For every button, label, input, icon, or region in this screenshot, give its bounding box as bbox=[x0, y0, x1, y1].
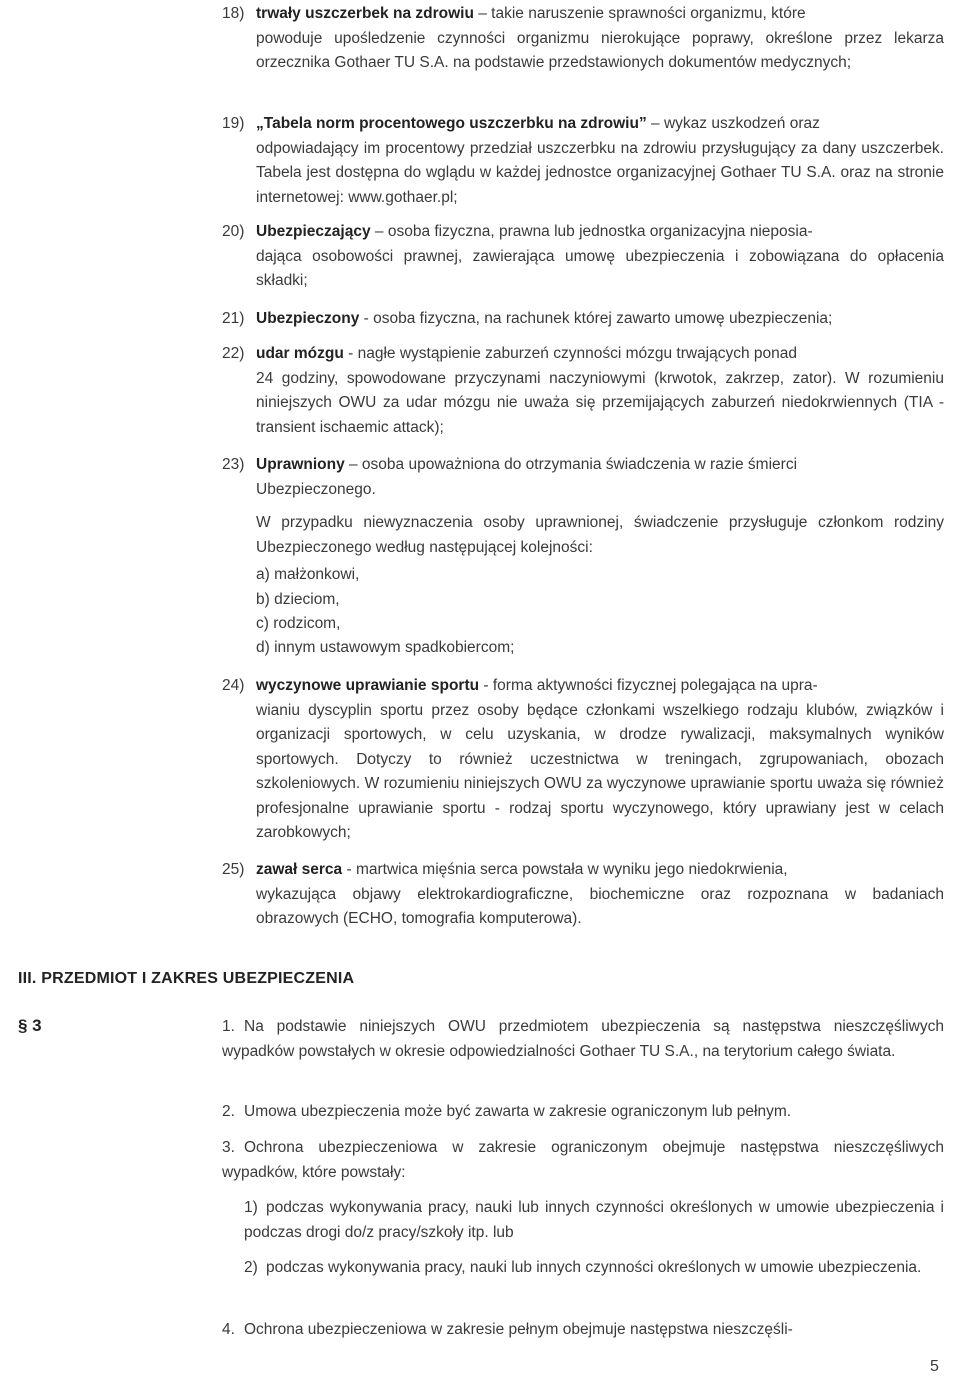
definition-number: 18) bbox=[222, 5, 245, 22]
page-number: 5 bbox=[930, 1358, 939, 1375]
definition-number: 25) bbox=[222, 861, 245, 878]
definition-23 bbox=[222, 453, 944, 502]
clause-number: 3. bbox=[222, 1139, 235, 1156]
definition-text-continued: Ubezpieczonego. bbox=[256, 480, 376, 498]
definition-text-continued: dająca osobowości prawnej, zawierająca umowę ubezpieczenia i zobowiązana do opłacenia składki; bbox=[256, 247, 944, 289]
definition-text-continued: wianiu dyscyplin sportu przez osoby będące członkami wszelkiego rodzaju klubów, związków i organizacji sportowych, w celu uzyskania, w drodze rywalizacji, maksymalnych wyników sportowych. Dotyczy to również uczestnictwa w treningach, zgrupowaniach, obozach szkoleniowych. W rozumieniu niniejszych OWU za wyczynowe uprawianie sportu uważa się również profesjonalne uprawianie sportu - rodzaj sportu wyczynowego, który uprawiany jest w celach zarobkowych; bbox=[256, 701, 944, 841]
beneficiary-list-item: d) innym ustawowym spadkobiercom; bbox=[256, 639, 515, 656]
definition-number: 21) bbox=[222, 310, 245, 327]
subclause-text: podczas wykonywania pracy, nauki lub innych czynności określonych w umowie ubezpieczenia. bbox=[266, 1259, 922, 1276]
definition-text: – osoba fizyczna, prawna lub jednostka organizacyjna nieposia- bbox=[370, 223, 813, 240]
definition-21 bbox=[222, 307, 944, 332]
subclause-number: 1) bbox=[244, 1199, 258, 1216]
definition-number: 22) bbox=[222, 345, 245, 362]
clause-2 bbox=[222, 1100, 944, 1125]
definition-text: - forma aktywności fizycznej polegająca na upra- bbox=[479, 677, 818, 694]
definition-text: – wykaz uszkodzeń oraz bbox=[646, 115, 820, 132]
definition-term: Ubezpieczony bbox=[256, 310, 360, 327]
definition-number: 19) bbox=[222, 115, 245, 132]
clause-text: Ochrona ubezpieczeniowa w zakresie ograniczonym obejmuje następstwa nieszczęśliwych wypadków, które powstały: bbox=[222, 1139, 944, 1181]
beneficiary-paragraph: W przypadku niewyznaczenia osoby uprawnionej, świadczenie przysługuje członkom rodziny Ubezpieczonego według następującej kolejności: bbox=[256, 514, 944, 556]
clause-text: Ochrona ubezpieczeniowa w zakresie pełnym obejmuje następstwa nieszczęśli- bbox=[244, 1321, 793, 1338]
definition-term: Ubezpieczający bbox=[256, 223, 371, 240]
definition-20 bbox=[222, 220, 944, 294]
subclause-number: 2) bbox=[244, 1259, 258, 1276]
definition-text: - martwica mięśnia serca powstała w wyniku jego niedokrwienia, bbox=[342, 861, 788, 878]
beneficiary-list-item: a) małżonkowi, bbox=[256, 566, 360, 583]
definition-term: zawał serca bbox=[256, 861, 343, 878]
definition-term: Uprawniony bbox=[256, 456, 345, 473]
subclause-2 bbox=[244, 1256, 944, 1281]
definition-term: udar mózgu bbox=[256, 345, 344, 362]
paragraph-mark: § 3 bbox=[18, 1016, 42, 1035]
definition-term: „Tabela norm procentowego uszczerbku na zdrowiu” bbox=[256, 115, 647, 132]
definition-18 bbox=[222, 2, 944, 76]
beneficiary-list-item: c) rodzicom, bbox=[256, 615, 341, 632]
definition-number: 20) bbox=[222, 223, 245, 240]
definition-term: wyczynowe uprawianie sportu bbox=[256, 677, 480, 694]
clause-3 bbox=[222, 1136, 944, 1185]
definition-text-continued: powoduje upośledzenie czynności organizmu nierokujące poprawy, określone przez lekarza orzecznika Gothaer TU S.A. na podstawie przedstawionych dokumentów medycznych; bbox=[256, 29, 944, 71]
definition-term: trwały uszczerbek na zdrowiu bbox=[256, 5, 474, 22]
definition-text: – osoba upoważniona do otrzymania świadczenia w razie śmierci bbox=[344, 456, 798, 473]
definition-number: 24) bbox=[222, 677, 245, 694]
clause-text: Na podstawie niniejszych OWU przedmiotem ubezpieczenia są następstwa nieszczęśliwych wypadków powstałych w okresie odpowiedzialności Gothaer TU S.A., na terytorium całego świata. bbox=[222, 1018, 944, 1060]
definition-number: 23) bbox=[222, 456, 245, 473]
clause-4 bbox=[222, 1318, 944, 1343]
definition-text: – takie naruszenie sprawności organizmu, które bbox=[473, 5, 806, 22]
definition-text-continued: odpowiadający im procentowy przedział uszczerbku na zdrowiu przysługujący za dany uszczerbek. Tabela jest dostępna do wglądu w każdej jednostce organizacyjnej Gothaer TU S.A. oraz na stronie internetowej: www.gothaer.pl; bbox=[256, 139, 944, 206]
definition-24 bbox=[222, 674, 944, 846]
definition-22 bbox=[222, 342, 944, 440]
subclause-1 bbox=[244, 1196, 944, 1245]
clause-number: 2. bbox=[222, 1103, 235, 1120]
definition-text: - osoba fizyczna, na rachunek której zawarto umowę ubezpieczenia; bbox=[359, 310, 833, 327]
definition-text: - nagłe wystąpienie zaburzeń czynności mózgu trwających ponad bbox=[343, 345, 798, 362]
subclause-text: podczas wykonywania pracy, nauki lub innych czynności określonych w umowie ubezpieczenia i podczas drogi do/z pracy/szkoły itp. lub bbox=[244, 1199, 944, 1241]
definition-text-continued: 24 godziny, spowodowane przyczynami naczyniowymi (krwotok, zakrzep, zator). W rozumieniu niniejszych OWU za udar mózgu nie uważa się przemijających zaburzeń niedokrwiennych (TIA - transient ischaemic attack); bbox=[256, 369, 944, 436]
clause-1 bbox=[222, 1015, 944, 1064]
definition-text-continued: wykazująca objawy elektrokardiograficzne, biochemiczne oraz rozpoznana w badaniach obrazowych (ECHO, tomografia komputerowa). bbox=[256, 885, 944, 927]
definition-25 bbox=[222, 858, 944, 932]
clause-number: 1. bbox=[222, 1018, 235, 1035]
clause-text: Umowa ubezpieczenia może być zawarta w zakresie ograniczonym lub pełnym. bbox=[244, 1103, 792, 1120]
clause-number: 4. bbox=[222, 1321, 235, 1338]
section-title: III. PRZEDMIOT I ZAKRES UBEZPIECZENIA bbox=[18, 970, 355, 987]
definition-19 bbox=[222, 112, 944, 210]
beneficiary-list-item: b) dzieciom, bbox=[256, 591, 340, 608]
